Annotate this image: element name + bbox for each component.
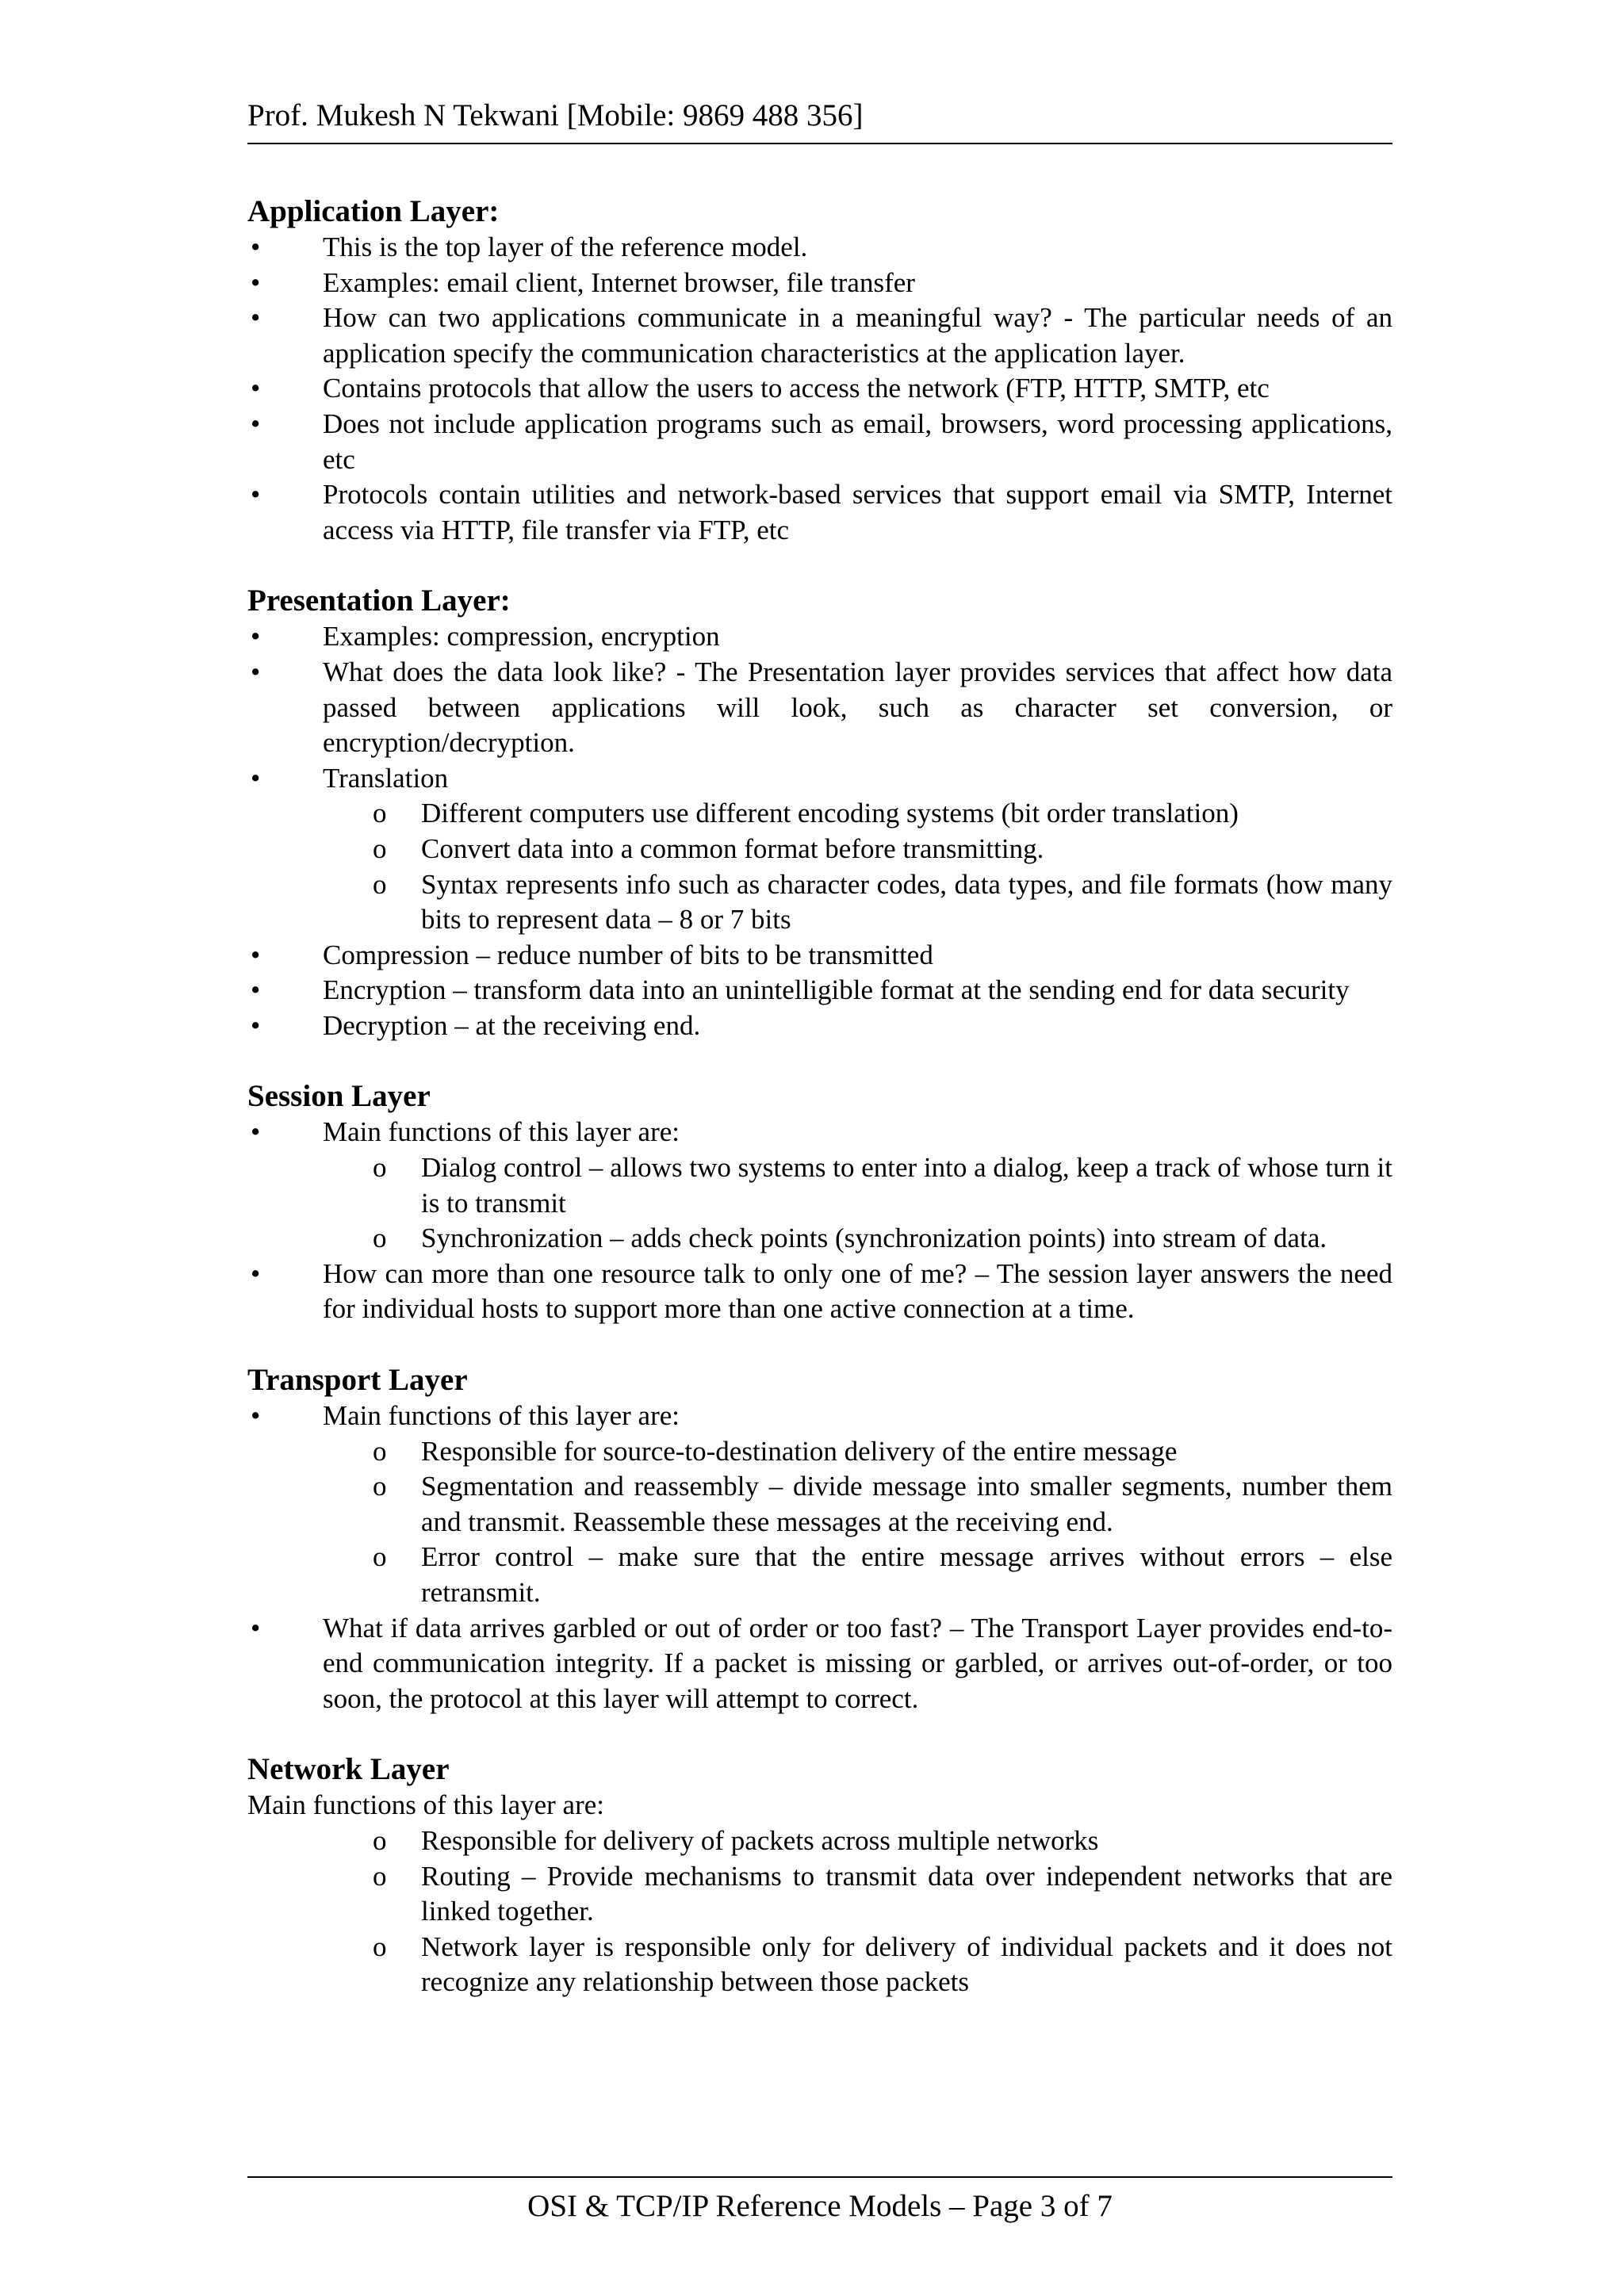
section-intro: Main functions of this layer are: xyxy=(247,1789,605,1821)
bullet-icon: • xyxy=(251,1612,261,1644)
list-item-text: How can more than one resource talk to only one of me? – The session layer answers the need for individual hosts to support more than one active connection at a time. xyxy=(323,1257,1392,1325)
sub-list-item-text: Convert data into a common format before transmitting. xyxy=(421,832,1044,864)
sub-list-item xyxy=(247,1221,1392,1257)
page-footer: OSI & TCP/IP Reference Models – Page 3 of 7 xyxy=(247,2176,1392,2230)
list-item-text: What does the data look like? - The Presentation layer provides services that affect how data passed between applications will look, such as character set conversion, or encryption/decryption. xyxy=(323,656,1392,759)
list-item xyxy=(247,1008,1392,1044)
bullet-icon: • xyxy=(251,974,261,1006)
sub-list-item xyxy=(247,796,1392,832)
sub-bullet-icon: o xyxy=(373,1223,387,1254)
bullet-icon: • xyxy=(251,302,261,334)
sub-bullet-icon: o xyxy=(373,1152,387,1184)
list-item xyxy=(247,619,1392,655)
sub-bullet-icon: o xyxy=(373,832,387,864)
sub-bullet-list xyxy=(247,1823,1392,2000)
sub-list-item-text: Responsible for delivery of packets across multiple networks xyxy=(421,1824,1099,1856)
list-item xyxy=(247,1611,1392,1717)
bullet-icon: • xyxy=(251,408,261,439)
list-item-text: Protocols contain utilities and network-based services that support email via SMTP, Internet access via HTTP, file transfer via FTP, etc xyxy=(323,479,1392,545)
sub-bullet-icon: o xyxy=(373,1471,387,1502)
bullet-list xyxy=(247,938,1392,1044)
section-session-layer xyxy=(247,1078,1392,1327)
list-item-text: Decryption – at the receiving end. xyxy=(323,1009,701,1041)
bullet-list xyxy=(247,1611,1392,1717)
list-item-text: Contains protocols that allow the users to access the network (FTP, HTTP, SMTP, etc xyxy=(323,373,1270,404)
bullet-icon: • xyxy=(251,939,261,970)
bullet-icon: • xyxy=(251,762,261,794)
list-item xyxy=(247,938,1392,974)
bullet-icon: • xyxy=(251,621,261,652)
sub-list-item-text: Error control – make sure that the entire message arrives without errors – else retransmit. xyxy=(421,1541,1392,1608)
bullet-icon: • xyxy=(251,1257,261,1289)
list-item xyxy=(247,1399,1392,1434)
section-title: Transport Layer xyxy=(247,1363,468,1398)
sub-list-item-text: Synchronization – adds check points (synchronization points) into stream of data. xyxy=(421,1223,1327,1254)
section-presentation-layer xyxy=(247,583,1392,1043)
bullet-icon: • xyxy=(251,1400,261,1432)
bullet-list xyxy=(247,1115,1392,1150)
sub-bullet-icon: o xyxy=(373,868,387,900)
list-item xyxy=(247,230,1392,266)
sub-list-item-text: Segmentation and reassembly – divide message into smaller segments, number them and transmit. Reassemble these messages at the receiving end. xyxy=(421,1471,1392,1537)
list-item xyxy=(247,300,1392,371)
sub-list-item-text: Responsible for source-to-destination delivery of the entire message xyxy=(421,1435,1178,1467)
sub-list-item-text: Syntax represents info such as character codes, data types, and file formats (how many bits to represent data – 8 or 7 bits xyxy=(421,868,1392,936)
list-item xyxy=(247,655,1392,761)
bullet-icon: • xyxy=(251,266,261,298)
sub-bullet-icon: o xyxy=(373,1435,387,1467)
list-item xyxy=(247,973,1392,1008)
page-header: Prof. Mukesh N Tekwani [Mobile: 9869 488 356] xyxy=(247,92,1392,144)
list-item-text: Examples: email client, Internet browser, file transfer xyxy=(323,266,915,298)
sub-list-item-text: Different computers use different encoding systems (bit order translation) xyxy=(421,798,1239,829)
bullet-list xyxy=(247,619,1392,796)
sub-bullet-list xyxy=(247,1150,1392,1257)
sub-bullet-list xyxy=(247,1434,1392,1611)
page-content xyxy=(247,193,1392,2000)
list-item xyxy=(247,266,1392,301)
list-item xyxy=(247,371,1392,407)
section-network-layer xyxy=(247,1751,1392,2000)
sub-list-item xyxy=(247,1823,1392,1859)
list-item-text: Compression – reduce number of bits to be transmitted xyxy=(323,939,933,970)
sub-list-item-text: Dialog control – allows two systems to enter into a dialog, keep a track of whose turn it is to transmit xyxy=(421,1152,1392,1219)
list-item xyxy=(247,407,1392,477)
sub-list-item xyxy=(247,1859,1392,1930)
sub-list-item xyxy=(247,1930,1392,2000)
bullet-icon: • xyxy=(251,232,261,262)
list-item-text: Encryption – transform data into an unintelligible format at the sending end for data security xyxy=(323,974,1350,1006)
list-item-text: This is the top layer of the reference model. xyxy=(323,232,808,262)
list-item-text: Main functions of this layer are: xyxy=(323,1116,680,1148)
sub-bullet-icon: o xyxy=(373,798,387,829)
bullet-list xyxy=(247,1257,1392,1327)
bullet-icon: • xyxy=(251,656,261,687)
bullet-icon: • xyxy=(251,373,261,404)
section-transport-layer xyxy=(247,1362,1392,1716)
sub-list-item xyxy=(247,1540,1392,1610)
sub-list-item xyxy=(247,867,1392,938)
sub-list-item xyxy=(247,1434,1392,1470)
section-title: Presentation Layer: xyxy=(247,584,511,618)
bullet-list xyxy=(247,1399,1392,1434)
section-title: Network Layer xyxy=(247,1752,450,1787)
bullet-list xyxy=(247,230,1392,548)
sub-list-item xyxy=(247,1150,1392,1221)
bullet-icon: • xyxy=(251,1009,261,1041)
sub-bullet-icon: o xyxy=(373,1824,387,1856)
list-item xyxy=(247,761,1392,797)
sub-bullet-list xyxy=(247,796,1392,937)
list-item-text: How can two applications communicate in a meaningful way? - The particular needs of an application specify the communication characteristics at the application layer. xyxy=(323,302,1392,369)
list-item-text: Examples: compression, encryption xyxy=(323,621,720,652)
sub-list-item-text: Routing – Provide mechanisms to transmit data over independent networks that are linked together. xyxy=(421,1860,1392,1927)
list-item xyxy=(247,1257,1392,1327)
sub-bullet-icon: o xyxy=(373,1931,387,1962)
bullet-icon: • xyxy=(251,1116,261,1148)
sub-list-item-text: Network layer is responsible only for delivery of individual packets and it does not recognize any relationship between those packets xyxy=(421,1931,1392,1998)
section-title: Session Layer xyxy=(247,1079,431,1114)
list-item xyxy=(247,1115,1392,1150)
list-item xyxy=(247,477,1392,548)
section-title: Application Layer: xyxy=(247,194,500,228)
sub-bullet-icon: o xyxy=(373,1541,387,1573)
sub-list-item xyxy=(247,832,1392,867)
section-application-layer xyxy=(247,193,1392,548)
list-item-text: Main functions of this layer are: xyxy=(323,1400,680,1432)
list-item-text: What if data arrives garbled or out of order or too fast? – The Transport Layer provides end-to-end communication integrity. If a packet is missing or garbled, or arrives out-of-order, or too soon, the protocol at this layer will attempt to correct. xyxy=(323,1612,1392,1714)
sub-list-item xyxy=(247,1469,1392,1540)
bullet-icon: • xyxy=(251,479,261,511)
list-item-text: Does not include application programs such as email, browsers, word processing applications, etc xyxy=(323,408,1392,475)
sub-bullet-icon: o xyxy=(373,1860,387,1892)
list-item-text: Translation xyxy=(323,762,449,794)
